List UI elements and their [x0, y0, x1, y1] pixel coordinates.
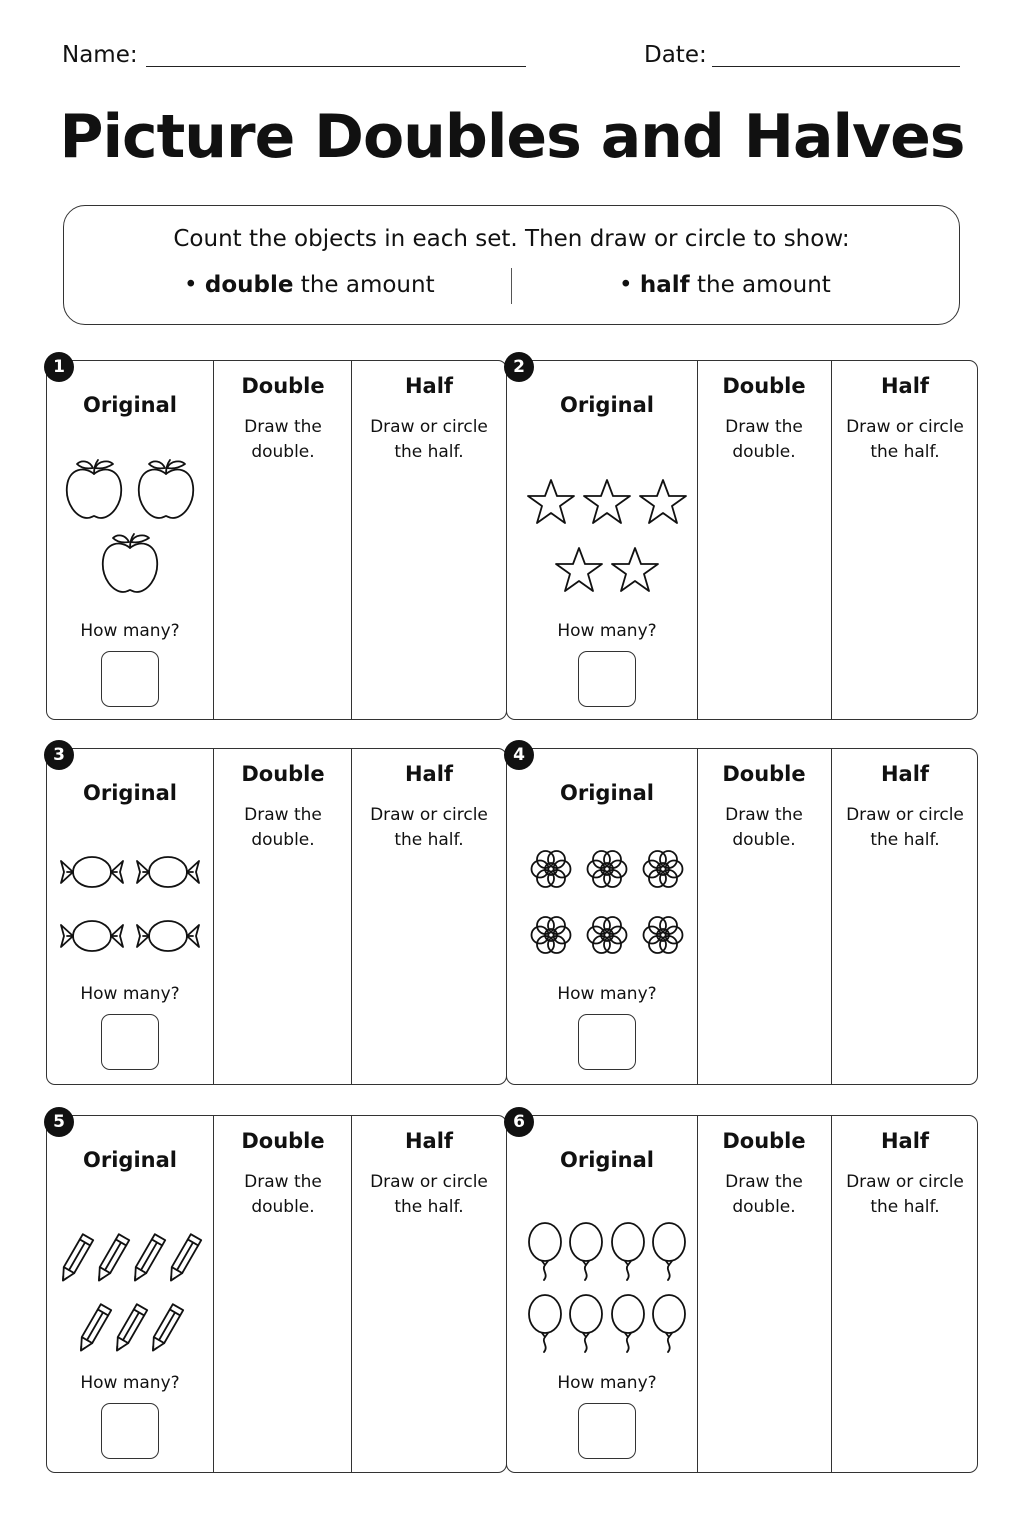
how-many-label: How many? [80, 621, 180, 641]
count-answer-box[interactable] [578, 651, 636, 707]
double-heading: Double [241, 374, 325, 398]
double-sub-line-2: double. [251, 442, 315, 462]
double-sub-line-2: double. [251, 1197, 315, 1217]
bullet: • [619, 272, 633, 298]
problem-number-badge: 2 [504, 352, 534, 382]
problem-number-badge: 3 [44, 740, 74, 770]
original-heading: Original [560, 393, 654, 417]
half-drawing-area[interactable] [351, 471, 508, 711]
double-instruction [213, 803, 353, 853]
half-instruction [349, 1170, 509, 1220]
problem-card-2 [506, 360, 978, 720]
half-heading: Half [404, 1129, 454, 1153]
half-sub-line-2: the half. [870, 442, 940, 462]
double-drawing-area[interactable] [213, 859, 351, 1076]
half-sub-line-1: Draw or circle [846, 417, 964, 437]
half-heading: Half [404, 762, 454, 786]
double-sub-line-1: Draw the [244, 417, 322, 437]
balloon-icon [567, 1220, 605, 1288]
original-heading: Original [83, 1148, 177, 1172]
original-heading: Original [83, 781, 177, 805]
double-sub-line-1: Draw the [244, 805, 322, 825]
candy-icon [134, 853, 202, 895]
half-sub-line-1: Draw or circle [370, 1172, 488, 1192]
double-sub-line-1: Draw the [244, 1172, 322, 1192]
half-rest: the amount [689, 272, 831, 298]
double-instruction [694, 1170, 834, 1220]
name-date-row [62, 42, 962, 74]
count-answer-box[interactable] [101, 651, 159, 707]
double-sub-line-1: Draw the [725, 417, 803, 437]
flower-icon [529, 913, 573, 961]
apple-icon [63, 456, 125, 526]
how-many-label: How many? [80, 984, 180, 1004]
double-heading: Double [722, 1129, 806, 1153]
half-sub-line-1: Draw or circle [846, 805, 964, 825]
flower-icon [585, 913, 629, 961]
half-drawing-area[interactable] [351, 859, 508, 1076]
double-heading: Double [241, 762, 325, 786]
balloon-icon [609, 1220, 647, 1288]
apple-icon [99, 530, 161, 600]
problem-card-5 [46, 1115, 507, 1473]
problem-number-badge: 6 [504, 1107, 534, 1137]
problem-number-badge: 4 [504, 740, 534, 770]
candy-icon [58, 917, 126, 959]
star-icon [554, 546, 604, 598]
double-drawing-area[interactable] [213, 471, 351, 711]
original-heading: Original [83, 393, 177, 417]
half-heading: Half [880, 1129, 930, 1153]
half-drawing-area[interactable] [831, 471, 979, 711]
flower-icon [529, 847, 573, 895]
instructions-box [63, 205, 960, 325]
flower-icon [641, 913, 685, 961]
date-label: Date: [644, 42, 707, 68]
double-instruction [694, 803, 834, 853]
double-sub-line-2: double. [732, 830, 796, 850]
double-sub-line-1: Draw the [725, 1172, 803, 1192]
double-sub-line-2: double. [732, 442, 796, 462]
half-instruction [349, 415, 509, 465]
double-heading: Double [241, 1129, 325, 1153]
how-many-label: How many? [557, 621, 657, 641]
balloon-icon [526, 1292, 564, 1360]
apple-icon [135, 456, 197, 526]
half-heading: Half [404, 374, 454, 398]
double-drawing-area[interactable] [213, 1226, 351, 1464]
half-drawing-area[interactable] [831, 859, 979, 1076]
how-many-label: How many? [80, 1373, 180, 1393]
half-sub-line-2: the half. [394, 442, 464, 462]
half-sub-line-2: the half. [394, 1197, 464, 1217]
double-drawing-area[interactable] [697, 859, 831, 1076]
half-sub-line-2: the half. [394, 830, 464, 850]
problem-number-badge: 1 [44, 352, 74, 382]
original-heading: Original [560, 781, 654, 805]
double-sub-line-2: double. [732, 1197, 796, 1217]
pencil-icon [162, 1228, 206, 1292]
double-sub-line-2: double. [251, 830, 315, 850]
pencil-icon [144, 1298, 188, 1362]
double-drawing-area[interactable] [697, 1226, 831, 1464]
balloon-icon [526, 1220, 564, 1288]
problem-card-4 [506, 748, 978, 1085]
problem-card-1 [46, 360, 507, 720]
star-icon [610, 546, 660, 598]
page-title: Picture Doubles and Halves [59, 102, 965, 172]
flower-icon [641, 847, 685, 895]
candy-icon [134, 917, 202, 959]
half-sub-line-1: Draw or circle [846, 1172, 964, 1192]
balloon-icon [609, 1292, 647, 1360]
double-rest: the amount [293, 272, 435, 298]
half-heading: Half [880, 762, 930, 786]
half-instruction [619, 272, 831, 298]
double-drawing-area[interactable] [697, 471, 831, 711]
original-heading: Original [560, 1148, 654, 1172]
half-sub-line-1: Draw or circle [370, 805, 488, 825]
double-instruction [184, 272, 435, 298]
half-heading: Half [880, 374, 930, 398]
balloon-icon [567, 1292, 605, 1360]
half-instruction [349, 803, 509, 853]
half-instruction [825, 803, 985, 853]
how-many-label: How many? [557, 1373, 657, 1393]
double-word: double [204, 272, 294, 298]
half-instruction [825, 415, 985, 465]
half-instruction [825, 1170, 985, 1220]
half-drawing-area[interactable] [831, 1226, 979, 1464]
half-drawing-area[interactable] [351, 1226, 508, 1464]
flower-icon [585, 847, 629, 895]
name-label: Name: [62, 42, 138, 68]
problem-card-6 [506, 1115, 978, 1473]
star-icon [526, 478, 576, 530]
problem-number-badge: 5 [44, 1107, 74, 1137]
double-instruction [213, 415, 353, 465]
candy-icon [58, 853, 126, 895]
half-sub-line-2: the half. [870, 830, 940, 850]
star-icon [638, 478, 688, 530]
double-heading: Double [722, 374, 806, 398]
double-sub-line-1: Draw the [725, 805, 803, 825]
double-instruction [694, 415, 834, 465]
count-answer-box[interactable] [578, 1403, 636, 1459]
count-answer-box[interactable] [101, 1014, 159, 1070]
double-heading: Double [722, 762, 806, 786]
star-icon [582, 478, 632, 530]
instructions-divider [511, 268, 512, 304]
how-many-label: How many? [557, 984, 657, 1004]
balloon-icon [650, 1220, 688, 1288]
name-line[interactable] [146, 66, 526, 67]
bullet: • [184, 272, 198, 298]
count-answer-box[interactable] [101, 1403, 159, 1459]
half-word: half [639, 272, 690, 298]
problem-card-3 [46, 748, 507, 1085]
date-line[interactable] [712, 66, 960, 67]
instructions-text: Count the objects in each set. Then draw or circle to show: [173, 226, 850, 252]
count-answer-box[interactable] [578, 1014, 636, 1070]
half-sub-line-2: the half. [870, 1197, 940, 1217]
balloon-icon [650, 1292, 688, 1360]
half-sub-line-1: Draw or circle [370, 417, 488, 437]
double-instruction [213, 1170, 353, 1220]
